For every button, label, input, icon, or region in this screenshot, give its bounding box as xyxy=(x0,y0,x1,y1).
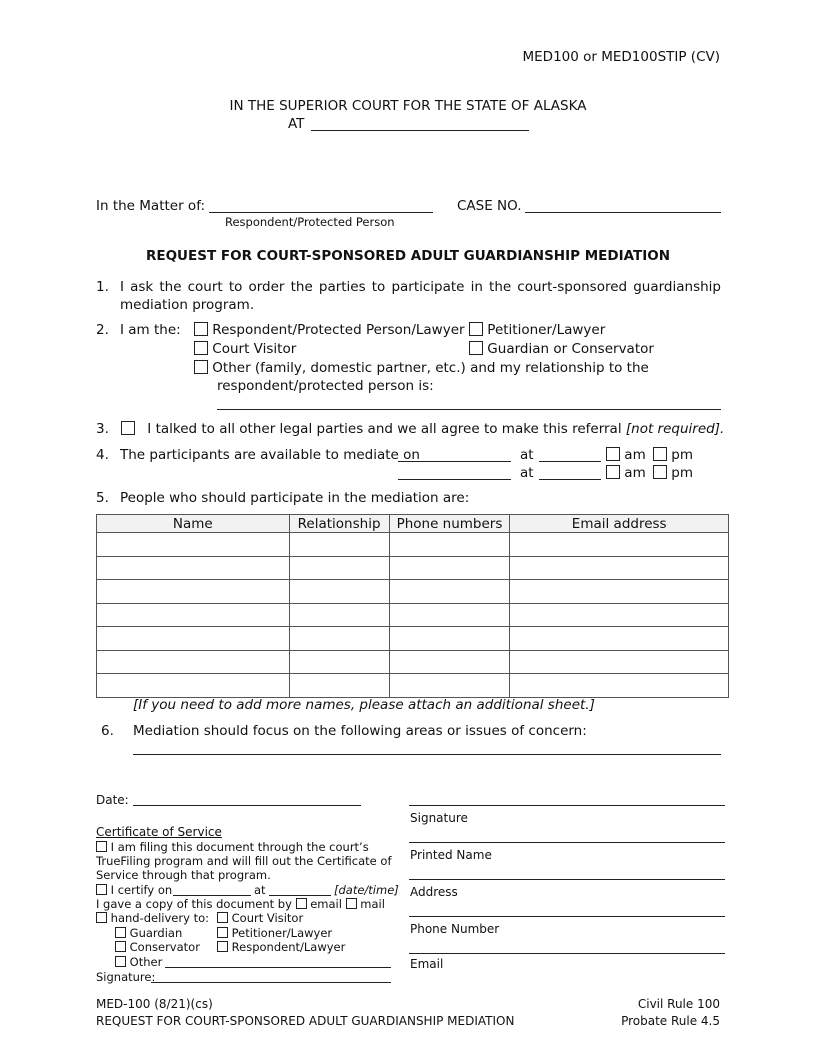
email-cell[interactable] xyxy=(510,650,729,674)
mediation-date-1-field[interactable] xyxy=(398,461,511,462)
delivery-court-visitor[interactable] xyxy=(217,911,303,925)
truefiling-text-1: I am filing this document through the court’s xyxy=(110,840,369,854)
relationship-cell[interactable] xyxy=(289,533,389,557)
table-row xyxy=(97,674,729,698)
item3-note: [not required]. xyxy=(625,421,725,437)
checkbox-mail[interactable] xyxy=(346,898,357,909)
phone-cell[interactable] xyxy=(389,603,510,627)
delivery-other-field[interactable] xyxy=(165,967,391,968)
name-cell[interactable] xyxy=(97,580,290,604)
email-cell[interactable] xyxy=(510,533,729,557)
relationship-field[interactable] xyxy=(217,409,721,410)
item2-label: I am the: xyxy=(120,322,181,338)
checkbox-petitioner[interactable] xyxy=(469,322,483,336)
time-2-pm[interactable] xyxy=(653,465,693,481)
option-respondent-label: Respondent/Protected Person/Lawyer xyxy=(212,322,465,338)
name-cell[interactable] xyxy=(97,533,290,557)
signature-field[interactable] xyxy=(409,805,725,806)
checkbox-delivery-respondent[interactable] xyxy=(217,941,228,952)
phone-cell[interactable] xyxy=(389,627,510,651)
option-other[interactable] xyxy=(194,360,649,376)
form-id: MED100 or MED100STIP (CV) xyxy=(522,49,720,65)
footer-form-title: REQUEST FOR COURT-SPONSORED ADULT GUARDIANSHIP MEDIATION xyxy=(96,1014,515,1028)
name-cell[interactable] xyxy=(97,674,290,698)
table-row xyxy=(97,556,729,580)
certificate-signature-field[interactable] xyxy=(151,982,391,983)
item4-at-2: at xyxy=(520,465,534,481)
issues-field[interactable] xyxy=(133,754,721,755)
printed-name-label: Printed Name xyxy=(410,848,492,862)
delivery-guardian-label: Guardian xyxy=(129,926,183,940)
relationship-cell[interactable] xyxy=(289,556,389,580)
checkbox-pm-1[interactable] xyxy=(653,447,667,461)
email-cell[interactable] xyxy=(510,674,729,698)
matter-name-field[interactable] xyxy=(209,212,433,213)
item4-number: 4. xyxy=(96,447,109,463)
item4-at-1: at xyxy=(520,447,534,463)
court-heading: IN THE SUPERIOR COURT FOR THE STATE OF ALASKA xyxy=(229,98,587,114)
am-label-1: am xyxy=(624,447,646,463)
phone-cell[interactable] xyxy=(389,580,510,604)
checkbox-agreement[interactable] xyxy=(121,421,135,435)
participants-header-row xyxy=(97,515,729,533)
mail-option-label: mail xyxy=(360,897,385,911)
item6-text: Mediation should focus on the following areas or issues of concern: xyxy=(133,723,587,739)
phone-cell[interactable] xyxy=(389,556,510,580)
matter-label: In the Matter of: xyxy=(96,198,206,214)
gave-copy-row xyxy=(96,897,385,911)
pm-label-1: pm xyxy=(671,447,694,463)
name-cell[interactable] xyxy=(97,603,290,627)
delivery-other[interactable] xyxy=(115,955,162,969)
address-label: Address xyxy=(410,885,458,899)
phone-cell[interactable] xyxy=(389,533,510,557)
date-label: Date: xyxy=(96,793,129,807)
item1-text-line1: I ask the court to order the parties to participate in the court-sponsored guardianship xyxy=(120,279,721,295)
signature-label: Signature xyxy=(410,811,468,825)
phone-cell[interactable] xyxy=(389,674,510,698)
time-1-am[interactable] xyxy=(606,447,646,463)
mediation-date-2-field[interactable] xyxy=(398,479,511,480)
col-email-header: Email address xyxy=(510,515,729,533)
phone-cell[interactable] xyxy=(389,650,510,674)
option-guardian-label: Guardian or Conservator xyxy=(487,341,654,357)
certify-time-field[interactable] xyxy=(269,895,331,896)
date-field[interactable] xyxy=(133,805,361,806)
item3-text: I talked to all other legal parties and we all agree to make this referral xyxy=(147,421,622,437)
additional-sheet-note: [If you need to add more names, please attach an additional sheet.] xyxy=(133,697,595,713)
delivery-conservator[interactable] xyxy=(115,940,200,954)
item2-number: 2. xyxy=(96,322,109,338)
gave-copy-label: I gave a copy of this document by xyxy=(96,897,292,911)
checkbox-am-1[interactable] xyxy=(606,447,620,461)
participants-table xyxy=(96,514,729,698)
certify-date-field[interactable] xyxy=(173,895,251,896)
checkbox-am-2[interactable] xyxy=(606,465,620,479)
certificate-heading: Certificate of Service xyxy=(96,825,222,839)
printed-name-field[interactable] xyxy=(409,842,725,843)
footer-civil-rule: Civil Rule 100 xyxy=(637,997,720,1011)
option-petitioner-label: Petitioner/Lawyer xyxy=(487,322,606,338)
mediation-time-1-field[interactable] xyxy=(539,461,601,462)
item5-number: 5. xyxy=(96,490,109,506)
phone-label: Phone Number xyxy=(410,922,500,936)
document-title: REQUEST FOR COURT-SPONSORED ADULT GUARDIANSHIP MEDIATION xyxy=(145,248,671,264)
checkbox-delivery-petitioner[interactable] xyxy=(217,927,228,938)
footer-probate-rule: Probate Rule 4.5 xyxy=(621,1014,720,1028)
checkbox-hand-delivery[interactable] xyxy=(96,912,107,923)
item1-text-line2: mediation program. xyxy=(120,297,255,313)
checkbox-delivery-guardian[interactable] xyxy=(115,927,126,938)
delivery-petitioner[interactable] xyxy=(217,926,332,940)
email-cell[interactable] xyxy=(510,603,729,627)
delivery-petitioner-label: Petitioner/Lawyer xyxy=(231,926,333,940)
relationship-cell[interactable] xyxy=(289,627,389,651)
option-petitioner[interactable] xyxy=(469,322,605,338)
truefiling-text-2: TrueFiling program and will fill out the Certificate of xyxy=(96,854,392,868)
relationship-cell[interactable] xyxy=(289,650,389,674)
checkbox-court-visitor[interactable] xyxy=(194,341,208,355)
checkbox-certify[interactable] xyxy=(96,884,107,895)
relationship-cell[interactable] xyxy=(289,674,389,698)
table-row xyxy=(97,603,729,627)
checkbox-respondent[interactable] xyxy=(194,322,208,336)
relationship-cell[interactable] xyxy=(289,580,389,604)
table-row xyxy=(97,533,729,557)
checkbox-email[interactable] xyxy=(296,898,307,909)
checkbox-truefiling[interactable] xyxy=(96,841,107,852)
option-respondent[interactable] xyxy=(194,322,465,338)
case-no-label: CASE NO. xyxy=(457,198,522,214)
checkbox-delivery-conservator[interactable] xyxy=(115,941,126,952)
name-cell[interactable] xyxy=(97,627,290,651)
pm-label-2: pm xyxy=(671,465,694,481)
date-time-hint: [date/time] xyxy=(334,883,399,897)
court-location-field[interactable] xyxy=(311,130,529,131)
option-other-label-2: respondent/protected person is: xyxy=(217,378,434,394)
respondent-caption: Respondent/Protected Person xyxy=(225,215,395,229)
address-field[interactable] xyxy=(409,879,725,880)
delivery-court-visitor-label: Court Visitor xyxy=(231,911,304,925)
checkbox-delivery-other[interactable] xyxy=(115,956,126,967)
court-at-label: AT xyxy=(288,116,305,132)
email-cell[interactable] xyxy=(510,580,729,604)
certify-option[interactable] xyxy=(96,883,172,897)
checkbox-pm-2[interactable] xyxy=(653,465,667,479)
certify-on-label: I certify on xyxy=(110,883,173,897)
time-2-am[interactable] xyxy=(606,465,646,481)
footer-form-code: MED-100 (8/21)(cs) xyxy=(96,997,213,1011)
truefiling-option[interactable] xyxy=(96,840,369,854)
col-name-header: Name xyxy=(97,515,290,533)
email-field[interactable] xyxy=(409,953,725,954)
delivery-other-label: Other xyxy=(129,955,163,969)
col-relationship-header: Relationship xyxy=(289,515,389,533)
table-row xyxy=(97,627,729,651)
delivery-respondent[interactable] xyxy=(217,940,345,954)
email-label: Email xyxy=(410,957,444,971)
option-guardian[interactable] xyxy=(469,341,654,357)
phone-field[interactable] xyxy=(409,916,725,917)
delivery-respondent-label: Respondent/Lawyer xyxy=(231,940,346,954)
relationship-cell[interactable] xyxy=(289,603,389,627)
hand-delivery-label: hand-delivery to: xyxy=(110,911,209,925)
time-1-pm[interactable] xyxy=(653,447,693,463)
email-cell[interactable] xyxy=(510,627,729,651)
table-row xyxy=(97,650,729,674)
item5-text: People who should participate in the mediation are: xyxy=(120,490,470,506)
checkbox-guardian[interactable] xyxy=(469,341,483,355)
email-option-label: email xyxy=(310,897,342,911)
name-cell[interactable] xyxy=(97,556,290,580)
option-court-visitor-label: Court Visitor xyxy=(212,341,297,357)
delivery-guardian[interactable] xyxy=(115,926,182,940)
item4-text: The participants are available to mediate on xyxy=(120,447,420,463)
case-no-field[interactable] xyxy=(525,212,721,213)
truefiling-text-3: Service through that program. xyxy=(96,868,271,882)
checkbox-other[interactable] xyxy=(194,360,208,374)
item6-number: 6. xyxy=(101,723,114,739)
option-court-visitor[interactable] xyxy=(194,341,296,357)
item1-number: 1. xyxy=(96,279,109,295)
item3-row[interactable] xyxy=(121,421,724,437)
item3-number: 3. xyxy=(96,421,109,437)
checkbox-delivery-court-visitor[interactable] xyxy=(217,912,228,923)
delivery-conservator-label: Conservator xyxy=(129,940,200,954)
am-label-2: am xyxy=(624,465,646,481)
name-cell[interactable] xyxy=(97,650,290,674)
hand-delivery-option[interactable] xyxy=(96,911,209,925)
certificate-signature-label: Signature: xyxy=(96,970,156,984)
col-phone-header: Phone numbers xyxy=(389,515,510,533)
mediation-time-2-field[interactable] xyxy=(539,479,601,480)
certify-at-label: at xyxy=(254,883,266,897)
email-cell[interactable] xyxy=(510,556,729,580)
option-other-label: Other (family, domestic partner, etc.) and my relationship to the xyxy=(212,360,649,376)
table-row xyxy=(97,580,729,604)
